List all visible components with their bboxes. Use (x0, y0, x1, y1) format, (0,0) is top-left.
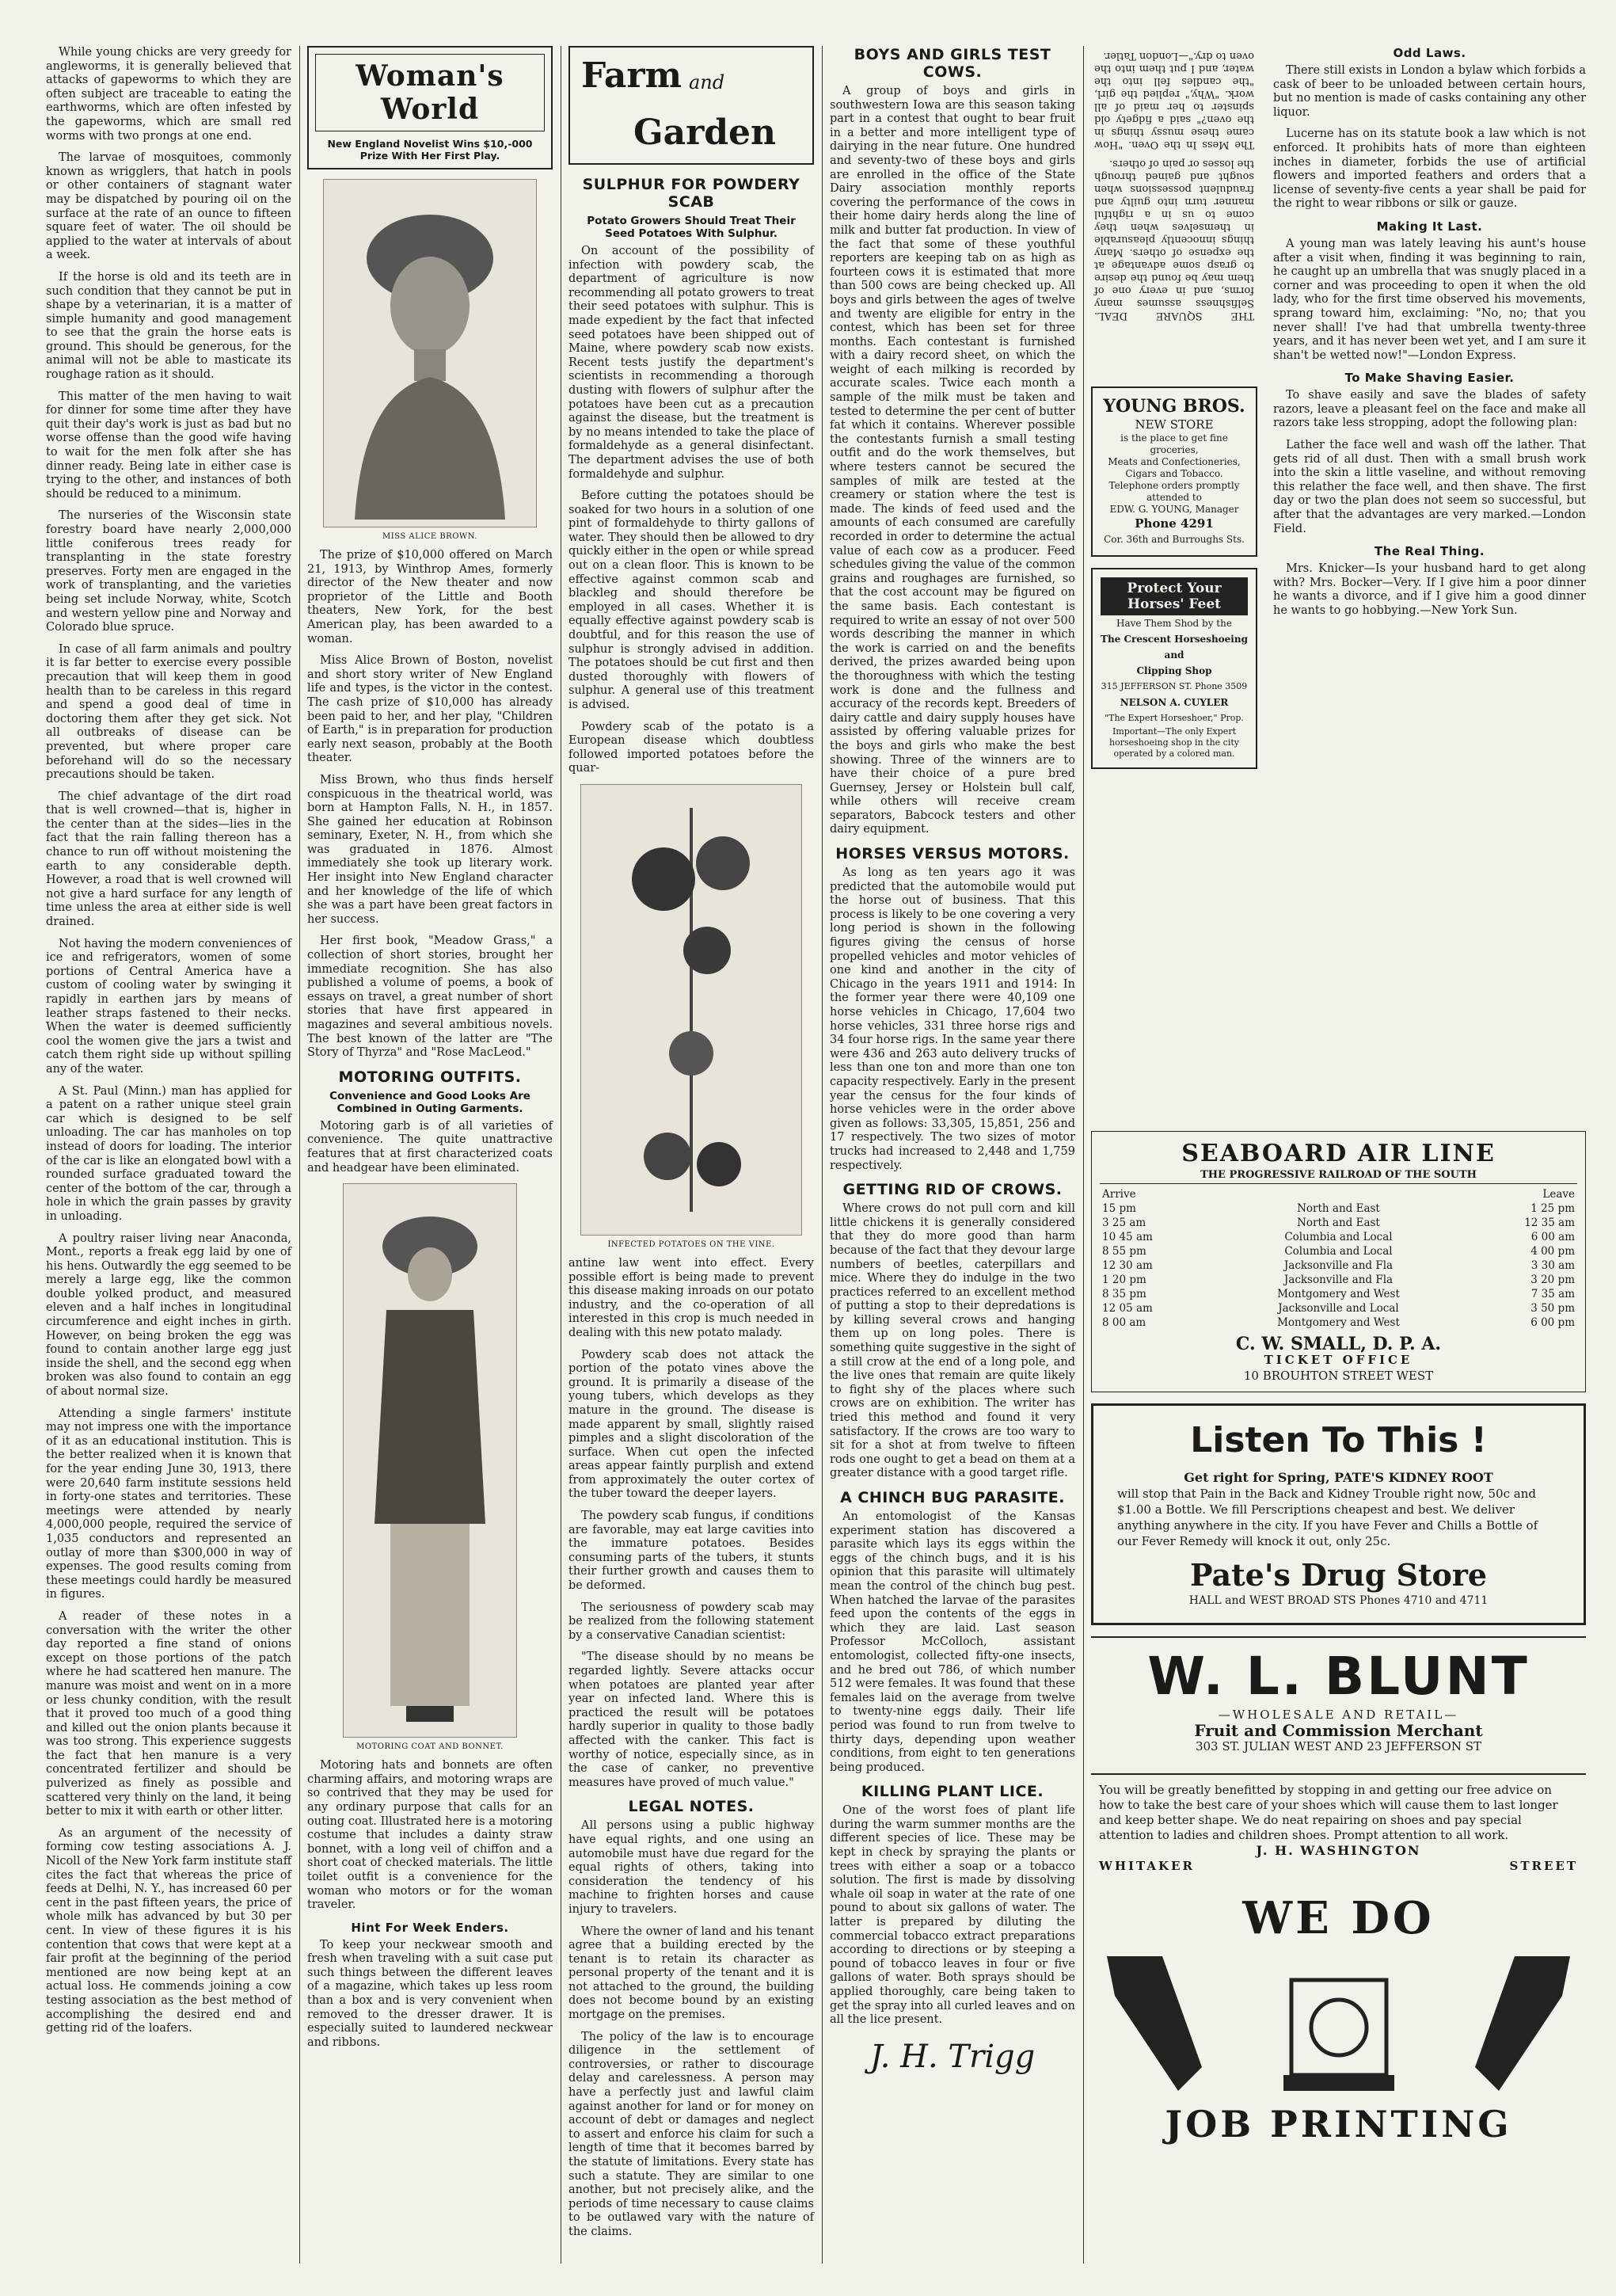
schedule-header-leave: Leave (1542, 1188, 1575, 1201)
article-paragraph: To keep your neckwear smooth and fresh when traveling with a suit case put such things between the different leaves of a magazine, which takes up less room than a box and is very convenient when removed to the dresser drawer. It is especially suited to laundered neckwear and ribbons. (307, 1938, 553, 2049)
article-paragraph: The larvae of mosquitoes, commonly known as wrigglers, that hatch in pools or other containers of stagnant water may be dispatched by pouring oil on the surface at the rate of an ounce to fifteen square feet of water. The oil should be applied to the water at intervals of about a week. (46, 151, 291, 262)
pate-drug-ad (1091, 1403, 1586, 1625)
article-paragraph: The chief advantage of the dirt road that is well crowned—that is, higher in the center than at the sides—lies in the fact that the rain falling thereon has a chance to run off without moistening the earth to any considerable depth. However, a road that is well crowned will not give a hard surface for any length of time unless the area at either side is well drained. (46, 790, 291, 929)
ad-title: JOB PRINTING (1165, 2103, 1512, 2146)
small-ads (1091, 386, 1257, 780)
ad-title: W. L. BLUNT (1147, 1646, 1530, 1707)
column-dairy-news (830, 46, 1075, 2075)
column-rule (1083, 46, 1084, 2264)
article-paragraph: This matter of the men having to wait for dinner for some time after they have quit their day's work is just as bad but no worse offense than the good wife having to wait for the men folk after she has dinner ready. Being late in either case is trying to the other, and instances of both should be reduced to a minimum. (46, 390, 291, 501)
ad-line: Meats and Confectioneries, (1108, 456, 1241, 467)
table-row: 8 35 pm Montgomery and West 7 35 am (1102, 1288, 1575, 1300)
ad-subtitle: THE PROGRESSIVE RAILROAD OF THE SOUTH (1100, 1167, 1577, 1184)
column-ads (1091, 46, 1586, 2146)
table-row: 8 00 am Montgomery and West 6 00 pm (1102, 1316, 1575, 1329)
potato-vine-illustration (580, 784, 802, 1236)
article-paragraph: antine law went into effect. Every possible effort is being made to prevent this disease making inroads on our potato industry, and the co-operation of all interested in this crop is much needed in dealing with this new potato malady. (568, 1256, 814, 1339)
article-headline: HORSES VERSUS MOTORS. (835, 845, 1070, 863)
coat-caption: MOTORING COAT AND BONNET. (356, 1742, 504, 1752)
printing-illustration (1099, 1944, 1578, 2103)
column-rule (822, 46, 823, 2264)
article-paragraph: There still exists in London a bylaw which forbids a cask of beer to be unloaded between certain hours, but no mention is made of casks containing any other liquor. (1273, 64, 1586, 119)
ad-street (1099, 1859, 1578, 1873)
article-paragraph: In case of all farm animals and poultry it is far better to exercise every possible precaution that will keep them in good health than to be careless in this regard and spend a good deal of time in doctoring them after they get sick. Not all outbreaks of disease can be prevented, but where proper care beforehand will do so the necessary precautions should be taken. (46, 642, 291, 782)
article-paragraph: Lucerne has on its statute book a law which is not enforced. It prohibits hats of more than eighteen inches in diameter, forbids the use of artificial flowers and imported feathers and orders that a license of seventy-five cents a year shall be paid for the right to wear ribbons or silk or gauze. (1273, 128, 1586, 211)
ad-line: Have Them Shod by the (1116, 618, 1232, 629)
ad-address: 303 ST. JULIAN WEST AND 23 JEFFERSON ST (1195, 1739, 1482, 1753)
article-headline: A CHINCH BUG PARASITE. (840, 1489, 1065, 1506)
shoe-repair-ad (1091, 1773, 1586, 1881)
article-paragraph: If the horse is old and its teeth are in such condition that they cannot be put in shape by a veterinarian, it is a matter of simple humanity and good management to see that the grain the horse eats is ground. This should be generous, for the animal will not be able to masticate its roughage ration as it should. (46, 270, 291, 382)
ad-title: Listen To This ! (1190, 1420, 1487, 1460)
pointing-hand-icon (1099, 1948, 1210, 2099)
masthead-garden: Garden (633, 112, 777, 153)
inverted-clip-right: The Mess In the Oven. "How came these mussy things in the oven?" said a fidgety old spinster to her maid of all work. "Why," replied the girl, "the candles fell into the water, and I put them into the oven to dry."—London Tatler. (1094, 50, 1254, 150)
article-headline: Odd Laws. (1393, 46, 1466, 60)
masthead-subtitle: New England Novelist Wins $10,-000 Prize With Her First Play. (327, 138, 533, 162)
ad-line: will stop that Pain in the Back and Kidney Trouble right now, 50c and $1.00 a Bottle. We fill Perscriptions cheapest and best. We deliver anything anywhere in the city. If you have Fever and Chills a Bottle of our Fever Remedy will knock it out, only 25c. (1117, 1487, 1538, 1548)
article-headline: The Real Thing. (1374, 544, 1485, 559)
short-items (1273, 46, 1586, 626)
ad-line: Cigars and Tobacco. (1125, 468, 1223, 479)
article-paragraph: Powdery scab of the potato is a European disease which doubtless followed imported potatoes before the quar- (568, 720, 814, 775)
article-paragraph: On account of the possibility of infection with powdery scab, the department of agriculture is now recommending all potato growers to treat their seed potatoes with sulphur. This is made expedient by the fact that infected seed potatoes have been shipped out of Maine, where powdery scab now exists. Recent tests justify the department's scientists in recommending a thorough dusting with flowers of sulphur after the potatoes have been cut as a precaution against the disease, but the treatment is by no means intended to take the place of formaldehyde as a general disinfectant. The department advises the use of both formaldehyde and sulphur. (568, 245, 814, 481)
ad-line: is the place to get fine groceries, (1120, 432, 1228, 455)
column-rule (299, 46, 300, 2264)
ad-title: Protect Your Horses' Feet (1101, 577, 1248, 615)
article-paragraph: While young chicks are very greedy for angleworms, it is generally believed that attacks of gapeworms to which they are often subject are traceable to eating the earthworms, which are often infested by the gapeworms, which are small red worms with two prongs at one end. (46, 46, 291, 143)
article-paragraph: A reader of these notes in a conversation with the writer the other day reported a fine stand of onions except on those portions of the patch where he had scattered hen manure. The manure was moist and went on in a more or less chunky condition, with the result that it proved too much of a good thing and killed out the onion plants because it was too strong. This experience suggests the fact that hen manure is a very concentrated fertilizer and should be pulverized as finely as possible and scattered very thinly on the land, it being better to mix it with earth or other litter. (46, 1609, 291, 1818)
column-farm-notes (46, 46, 291, 2044)
article-paragraph: The nurseries of the Wisconsin state forestry board have nearly 2,000,000 little coniferous trees ready for transplanting in the state forestry preserves. Forty men are engaged in the work of transplanting, and the varieties being set include Norway, white, Scotch and western yellow pine and Norway and Colorado blue spruce. (46, 509, 291, 634)
table-row: 15 pm North and East 1 25 pm (1102, 1202, 1575, 1215)
ad-address: HALL and WEST BROAD STS Phones 4710 and 4711 (1188, 1594, 1489, 1607)
article-headline: To Make Shaving Easier. (1344, 371, 1515, 386)
ad-street-left: WHITAKER (1099, 1859, 1195, 1873)
ad-line: —WHOLESALE AND RETAIL— (1218, 1708, 1459, 1722)
article-headline: LEGAL NOTES. (628, 1798, 755, 1816)
masthead-farm: Farm (581, 55, 683, 96)
ad-line: "The Expert Horseshoer," Prop. (1105, 713, 1244, 723)
ad-office: TICKET OFFICE (1264, 1353, 1413, 1367)
newspaper-page (14, 14, 1602, 2282)
article-paragraph: Her first book, "Meadow Grass," a collection of short stories, brought her immediate recognition. She has also published a volume of poems, a book of essays on travel, a great number of short stories that have first appeared in magazines and several ambitious novels. The best known of the latter are "The Story of Thyrza" and "Rose MacLeod." (307, 935, 553, 1060)
ad-line: EDW. G. YOUNG, Manager (1109, 504, 1239, 515)
article-subheadline: Convenience and Good Looks Are Combined in Outing Garments. (329, 1089, 530, 1115)
ad-address: 10 BROUHTON STREET WEST (1243, 1369, 1434, 1383)
printing-press-icon (1268, 1948, 1410, 2099)
blunt-ad (1091, 1636, 1586, 1762)
article-paragraph: To shave easily and save the blades of safety razors, leave a pleasant feel on the face and make all razors take less stropping, adopt the following plan: (1273, 389, 1586, 430)
potato-vine-icon (588, 792, 794, 1228)
horseshoe-ad (1091, 568, 1257, 769)
ad-title: SEABOARD AIR LINE (1181, 1140, 1496, 1167)
article-paragraph: Where the owner of land and his tenant agree that a building erected by the tenant is to retain its character as personal property of the tenant and it is not attached to the ground, the building does not become bound by an existing mortgage on the premises. (568, 1925, 814, 2022)
ad-line: Clipping Shop (1136, 665, 1212, 676)
ad-subtitle: NEW STORE (1135, 417, 1214, 432)
potato-caption: INFECTED POTATOES ON THE VINE. (607, 1239, 775, 1249)
ad-line: 315 JEFFERSON ST. Phone 3509 (1101, 681, 1248, 691)
ad-phone: Phone 4291 (1135, 516, 1214, 531)
portrait-icon (339, 187, 521, 520)
article-paragraph: One of the worst foes of plant life during the warm summer months are the different species of lice. These may be kept in check by spraying the plants or trees with either a soap or a tobacco solution. The first is made by dissolving whale oil soap in water at the rate of one pound to about six gallons of water. The latter is prepared by diluting the commercial tobacco extract preparations according to directions or by steeping a pound of tobacco leaves in four or five gallons of water. Both sprays should be applied thoroughly, care being taken to get the spray into all curled leaves and on all the lice present. (830, 1804, 1075, 2027)
article-paragraph: Where crows do not pull corn and kill little chickens it is generally considered that they do more good than harm because of the fact that they devour large numbers of beetles, caterpillars and mice. Where they do indulge in the two practices referred to an excellent method of putting a stop to their depredations is by killing several crows and hanging them up on long poles. There is something quite suggestive in the sight of a still crow at the end of a long pole, and the live ones that remain are quite likely to fight shy of the places where such crows are on exhibition. The writer has tried this method and found it very satisfactory. If the crows are too wary to sit for a shot at from twelve to fifteen rods one ought to get a bead on them at a greater distance with a good target rifle. (830, 1202, 1075, 1480)
pointing-hand-icon (1467, 1948, 1578, 2099)
article-headline: KILLING PLANT LICE. (861, 1783, 1044, 1801)
article-paragraph: Powdery scab does not attack the portion of the potato vines above the ground. It is primarily a disease of the young tubers, which develops as they mature in the ground. The disease is made apparent by small, slightly raised pimples and a slight discoloration of the surface. When cut open the infected areas appear faintly purplish and extend from approximately the outer cortex of the tuber toward the deeper layers. (568, 1348, 814, 1501)
inverted-clip-left: THE SQUARE DEAL. Selfishness assumes many forms, and in every one of them may be found the desire to grasp some advantage at the expense of others. Many things innocently pleasurable in themselves when they come to us in a rightful manner turn into guilty and fraudulent possessions when sought and gained through the losses or pain of others. (1094, 158, 1254, 322)
ad-agent: C. W. SMALL, D. P. A. (1235, 1334, 1442, 1354)
article-paragraph: Miss Brown, who thus finds herself conspicuous in the theatrical world, was born at Hampton Falls, N. H., in 1857. She gained her education at Robinson seminary, Exeter, N. H., from which she was graduated in 1876. Almost immediately she took up literary work. Her insight into New England character and her knowledge of the life of which she was a part have been great factors in her success. (307, 773, 553, 926)
masthead-title: Woman's World (315, 54, 545, 131)
portrait-caption: MISS ALICE BROWN. (382, 532, 477, 541)
seaboard-ad (1091, 1131, 1586, 1392)
table-row: 12 30 am Jacksonville and Fla 3 30 am (1102, 1259, 1575, 1272)
motoring-coat-illustration (343, 1183, 517, 1738)
ad-line: Fruit and Commission Merchant (1194, 1721, 1483, 1740)
ad-line: NELSON A. CUYLER (1120, 697, 1229, 708)
table-row: 10 45 am Columbia and Local 6 00 am (1102, 1231, 1575, 1243)
ad-name: J. H. WASHINGTON (1256, 1843, 1421, 1858)
schedule-header-arrive: Arrive (1102, 1188, 1136, 1201)
ad-title: WE DO (1242, 1892, 1435, 1944)
article-paragraph: A group of boys and girls in southwestern Iowa are this season taking part in a contest that ought to bear fruit in a better and more intelligent type of dairying in the near future. One hundred and seventy-two of these boys and girls are enrolled in the office of the State Dairy association monthly reports covering the performance of the cows in their home dairy herds along the line of milk and butter fat production. In view of the fact that some of these youthful reporters are keeping tab on as high as fourteen cows it is estimated that more than 500 cows are being checked up. All boys and girls between the ages of twelve and twenty are eligible for entry in the contest, which has been set for three months. Each contestant is furnished with a dairy record sheet, on which the weight of each milking is recorded by accurate scales. Twice each month a sample of the milk must be taken and tested to determine the per cent of butter fat which it contains. Wherever possible the contestants furnish a small testing outfit and do the work themselves, but where testers cannot be secured the samples of milk are tested at the creamery or station where the test is made. The kinds of feed used and the amounts of each consumed are carefully recorded in order to determine the actual value of each cow as a producer. Feed schedules giving the value of the common grains and roughages are furnished, so that the cost account may be figured on the same basis. Each contestant is required to write an essay of not over 500 words describing the manner in which the work is carried on and the benefits derived, the prizes awarded being upon the thoroughness with which the testing work is done and the fullness and accuracy of the records kept. Breeders of dairy cattle and dairy supply houses have assisted by offering valuable prizes for the boys and girls who make the best showing. Three of the winners are to have their choice of a pure bred Guernsey, Jersey or Holstein bull calf, while others will receive cream separators, Babcock testers and other dairy equipment. (830, 85, 1075, 836)
article-paragraph: Motoring garb is of all varieties of convenience. The quite unattractive features that at first characterized coats and headgear have been eliminated. (307, 1119, 553, 1175)
ad-line: The Crescent Horseshoeing and (1101, 634, 1248, 661)
article-paragraph: Not having the modern conveniences of ice and refrigerators, women of some portions of Central America have a custom of cooling water by swinging it rapidly in earthen jars by means of leather straps fastened to their necks. When the water is deemed sufficiently cool the women give the jars a twist and catch them right side up without spilling any of the water. (46, 937, 291, 1076)
lower-ads (1091, 1131, 1586, 2165)
article-paragraph: The powdery scab fungus, if conditions are favorable, may eat large cavities into the immature potatoes. Besides consuming parts of the tubers, it stunts their further growth and causes them to be deformed. (568, 1510, 814, 1593)
table-row: 8 55 pm Columbia and Local 4 00 pm (1102, 1245, 1575, 1258)
column-womans-world (307, 46, 553, 2058)
article-paragraph: Attending a single farmers' institute may not impress one with the importance of it as an educational institution. This is the better realized when it is known that for the year ending June 30, 1913, there were 20,640 farm institute sessions held in forty-one states and territories. These meetings were attended by nearly 4,000,000 people, required the service of 1,035 conductors and represented an outlay of more than $300,000 in way of expenses. The good results coming from these meetings could hardly be measured in figures. (46, 1407, 291, 1601)
ad-line: You will be greatly benefitted by stopping in and getting our free advice on how to take the best care of your shoes which will cause them to last longer and keep better shape. We do neat repairing on shoes and pay special attention to ladies and children shoes. Prompt attention to all work. (1099, 1783, 1558, 1842)
table-row: 1 20 pm Jacksonville and Fla 3 20 pm (1102, 1274, 1575, 1286)
masthead-and: and (689, 71, 725, 93)
ad-line: Get right for Spring, PATE'S KIDNEY ROOT (1184, 1470, 1493, 1485)
young-bros-ad (1091, 386, 1257, 557)
handwritten-signature: J. H. Trigg (869, 2038, 1036, 2075)
article-paragraph: "The disease should by no means be regarded lightly. Severe attacks occur when potatoes are planted year after year on infected land. Where this is practiced the result will be potatoes hardly superior in quality to those badly affected with the canker. This fact is worthy of notice, especially since, as in the case of canker, no preventive measures have proved of much value." (568, 1651, 814, 1789)
article-paragraph: Mrs. Knicker—Is your husband hard to get along with? Mrs. Bocker—Very. If I give him a poor dinner he wants a divorce, and if I give him a good dinner he wants to go hobbying.—New York Sun. (1273, 562, 1586, 617)
womans-world-masthead (307, 46, 553, 169)
farm-garden-masthead (568, 46, 814, 165)
ad-title: YOUNG BROS. (1103, 396, 1245, 417)
motoring-figure-icon (351, 1191, 509, 1730)
ad-line: Important—The only Expert horseshoeing shop in the city operated by a colored man. (1109, 726, 1239, 759)
article-subheadline: Potato Growers Should Treat Their Seed Potatoes With Sulphur. (587, 215, 796, 240)
train-schedule-table (1100, 1187, 1577, 1330)
column-farm-garden (568, 46, 814, 2248)
article-paragraph: The seriousness of powdery scab may be realized from the following statement by a conservative Canadian scientist: (568, 1601, 814, 1642)
article-paragraph: An entomologist of the Kansas experiment station has discovered a parasite which lays its eggs within the eggs of the chinch bugs, and it is his opinion that this parasite will ultimately mean the control of the chinch bug pest. When hatched the larvae of the parasites feed upon the contents of the eggs in which they are laid. Last season Professor McColloch, assistant entomologist, collected fifty-one insects, and he bred out 786, of which number 512 were females. It was found that these females laid on the average from twelve to twenty-nine eggs daily. Their life period was found to run from twelve to thirty days, depending upon weather conditions, from eight to ten generations being produced. (830, 1510, 1075, 1774)
article-paragraph: A St. Paul (Minn.) man has applied for a patent on a rather unique steel grain car which is designed to be self unloading. The car has manholes on top instead of doors for loading. The interior of the car is like an elongated bowl with a rounded surface graduated toward the center of the bottom of the car, through a hole in which the grain passes by gravity in unloading. (46, 1084, 291, 1223)
article-paragraph: Lather the face well and wash off the lather. That gets rid of all dust. Then with a small brush work into the skin a little vaseline, and without removing this relather the face well, and then shave. The first day or two the plan does not seem so successful, but after that the advantages are very marked.—London Field. (1273, 439, 1586, 535)
article-paragraph: Before cutting the potatoes should be soaked for two hours in a solution of one pint of formaldehyde to thirty gallons of water. They should then be allowed to dry quickly either in the open or while spread out on a clean floor. This is known to be effective against common scab and blackleg and should therefore be employed in all cases. Whether it is equally effective against powdery scab is doubtful, and for this reason the use of sulphur is strongly advised in addition. The potatoes should be cut first and then dusted thoroughly with flowers of sulphur. A general use of this treatment is advised. (568, 489, 814, 711)
ad-street-right: STREET (1509, 1859, 1578, 1873)
table-row: 12 05 am Jacksonville and Local 3 50 pm (1102, 1302, 1575, 1315)
article-headline: Making It Last. (1376, 219, 1483, 234)
article-headline: BOYS AND GIRLS TEST COWS. (854, 46, 1051, 81)
article-headline: GETTING RID OF CROWS. (842, 1181, 1063, 1199)
ad-store-name: Pate's Drug Store (1189, 1557, 1488, 1593)
article-paragraph: The prize of $10,000 offered on March 21, 1913, by Winthrop Ames, formerly director of the New theater and now proprietor of the Little and Booth theaters, New York, for the best American play, has been awarded to a woman. (307, 549, 553, 645)
article-headline: Hint For Week Enders. (351, 1920, 509, 1935)
ad-line: Telephone orders promptly attended to (1108, 480, 1240, 503)
article-paragraph: A young man was lately leaving his aunt's house after a visit when, finding it was beginning to rain, he caught up an umbrella that was snugly placed in a corner and was proceeding to open it when the old lady, who for the first time observed his movements, sprang toward him, exclaiming: "No, no; that you never shall! I've had that umbrella twenty-three years, and it has never been wet yet, and I am sure it shan't be wetted now!"—London Express. (1273, 237, 1586, 362)
job-printing-ad (1091, 1892, 1586, 2153)
article-headline: MOTORING OUTFITS. (338, 1068, 522, 1086)
article-paragraph: Motoring hats and bonnets are often charming affairs, and motoring wraps are so contrived that they may be used for any ordinary purpose that calls for an outing coat. Illustrated here is a motoring costume that includes a dainty straw bonnet, with a long veil of chiffon and a short coat of checked materials. The little toilet outfit is a convenience for the woman who motors or for the woman traveler. (307, 1759, 553, 1912)
article-paragraph: All persons using a public highway have equal rights, and one using an automobile must have due regard for the equal rights of others, taking into consideration the tendency of his machine to frighten horses and cause injury to travelers. (568, 1819, 814, 1916)
article-paragraph: As an argument of the necessity of forming cow testing associations A. J. Nicoll of the New York farm institute staff cites the fact that whereas the price of feeds at Delhi, N. Y., has increased 60 per cent in the past fifteen years, the price of whole milk has advanced by but 30 per cent. In view of these figures it is his contention that cows that were kept at a fair profit at the beginning of the period mentioned are now being kept at an actual loss. He commends joining a cow testing association as the best method of accomplishing the desired end and getting rid of the loafers. (46, 1826, 291, 2035)
article-paragraph: A poultry raiser living near Anaconda, Mont., reports a freak egg laid by one of his hens. Outwardly the egg seemed to be merely a large egg, like the common double yolked product, and measured eleven and a half inches in longitudinal circumference and eight inches in girth. However, on being broken the egg was found to contain another large egg just inside the shell, and the second egg when broken was also found to contain an egg of about normal size. (46, 1232, 291, 1399)
table-row: 3 25 am North and East 12 35 am (1102, 1217, 1575, 1229)
article-headline: SULPHUR FOR POWDERY SCAB (582, 176, 800, 211)
article-paragraph: As long as ten years ago it was predicted that the automobile would put the horse out of business. That this process is likely to be one covering a very long period is shown in the following figures giving the census of horse propelled vehicles and motor vehicles of one kind and another in the city of Chicago in the years 1911 and 1914: In the former year there were 40,109 one horse vehicles in Chicago, 17,604 two horse vehicles, 331 three horse rigs and 34 four horse rigs. In the same year there were 436 and 263 auto delivery trucks of less than one ton and more than one ton capacity respectively. Early in the present year the census for the four kinds of horse vehicles were in the order above given as follows: 33,305, 15,851, 256 and 17 respectively. The two sizes of motor trucks had increased to 2,448 and 1,759 respectively. (830, 866, 1075, 1172)
article-paragraph: Miss Alice Brown of Boston, novelist and short story writer of New England life and types, is the victor in the contest. The cash prize of $10,000 has already been paid to her, and her play, "Children of Earth," is in preparation for production early next season, probably at the Booth theater. (307, 654, 553, 765)
ad-line: Cor. 36th and Burroughs Sts. (1104, 534, 1245, 545)
article-paragraph: The policy of the law is to encourage diligence in the settlement of controversies, or rather to discourage delay and carelessness. A person may have a perfectly just and lawful claim against another for land or for money on account of debt or damages and neglect to assert and enforce his claim for such a length of time that it becomes barred by the statute of limitations. Every state has such a statute. They are similar to one another, but not precisely alike, and the periods of time necessary to cause claims to be outlawed vary with the nature of the claims. (568, 2030, 814, 2238)
portrait-illustration (323, 179, 537, 527)
